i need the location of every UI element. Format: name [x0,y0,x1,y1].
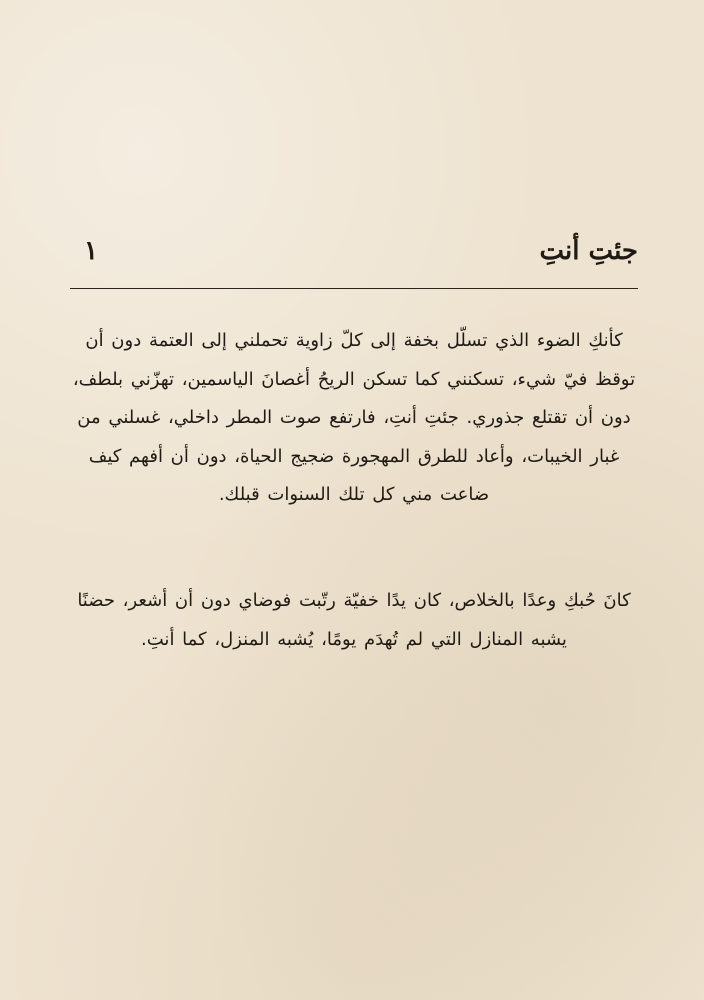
paragraph-2: كانَ حُبكِ وعدًا بالخلاص، كان يدًا خفيّة رتّبت فوضاي دون أن أشعر، حضنًا يشبه المنازل التي لم تُهدَم يومًا، يُشبه المنزل، كما أنتِ. [77,590,631,650]
chapter-header [72,232,638,280]
header-divider [70,288,638,289]
chapter-number: ١ [84,236,98,266]
chapter-title: جئتِ أنتِ [539,236,638,266]
paragraph-1: كأنكِ الضوء الذي تسلّل بخفة إلى كلّ زاوية تحملني إلى العتمة دون أن توقظ فيّ شيء، تسكنني كما تسكن الريحُ أغصانَ الياسمين، تهزّني بلطف، دون أن تقتلع جذوري. جئتِ أنتِ، فارتفع صوت المطر داخلي، غسلني من غبار الخيبات، وأعاد للطرق المهجورة ضجيج الحياة، دون أن أفهم كيف ضاعت مني كل تلك السنوات قبلك. [72,330,636,505]
